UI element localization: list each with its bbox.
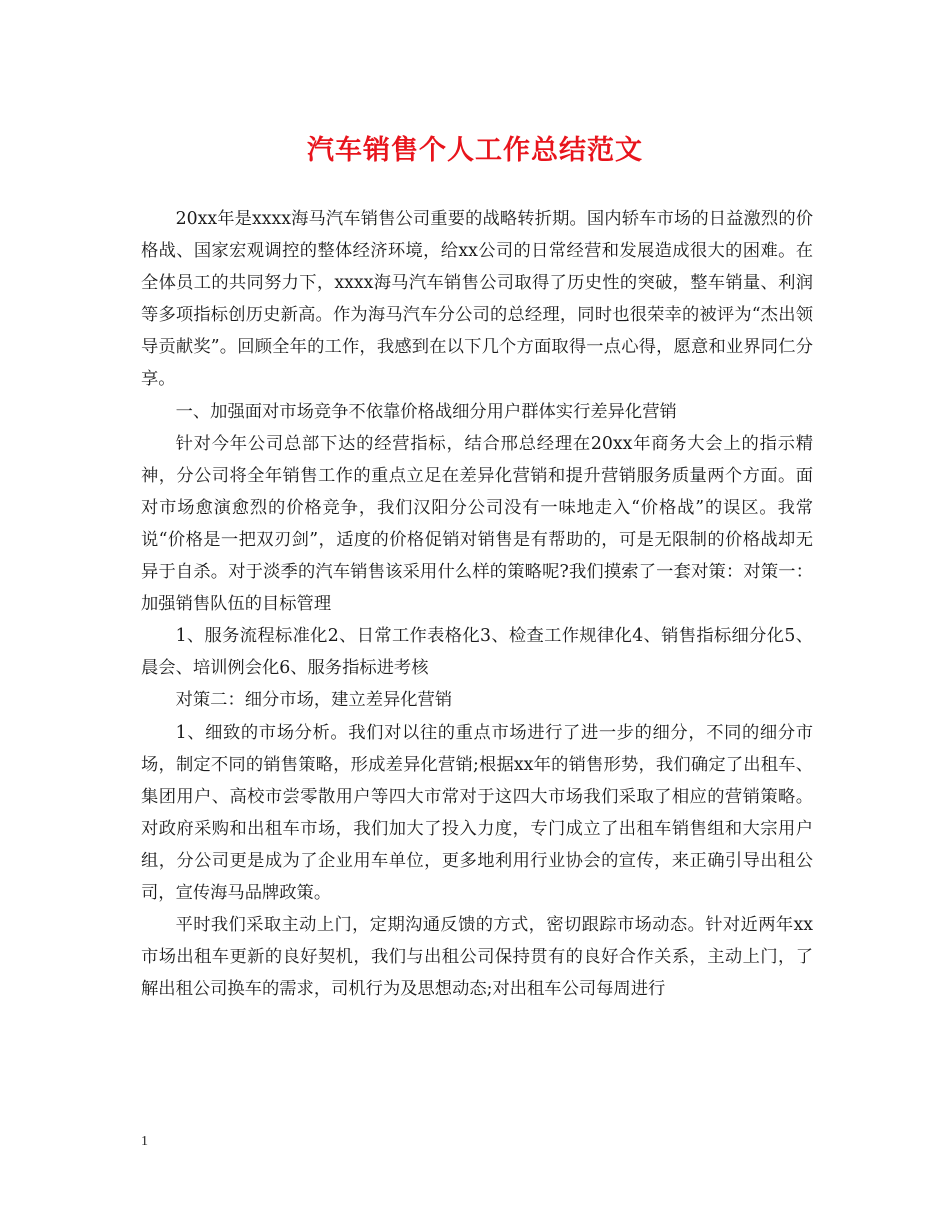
document-title: 汽车销售个人工作总结范文 — [307, 135, 643, 166]
section-heading-strategy-2: 对策二：细分市场，建立差异化营销 — [175, 690, 453, 711]
paragraph-measures-list: 1、服务流程标准化2、日常工作表格化3、检查工作规律化4、销售指标细分化5、晨会、培训例会化6、服务指标进考核 — [141, 626, 813, 679]
page-number: 1 — [141, 1134, 148, 1149]
document-body — [141, 203, 813, 1005]
section-heading-1: 一、加强面对市场竞争不依靠价格战细分用户群体实行差异化营销 — [175, 401, 677, 422]
paragraph-market-analysis: 1、细致的市场分析。我们对以往的重点市场进行了进一步的细分，不同的细分市场，制定不同的销售策略，形成差异化营销;根据xx年的销售形势，我们确定了出租车、集团用户、高校市尝零散用户等四大市常对于这四大市场我们采取了相应的营销策略。对政府采购和出租车市场，我们加大了投入力度，专门成立了出租车销售组和大宗用户组，分公司更是成为了企业用车单位，更多地利用行业协会的宣传，来正确引导出租公司，宣传海马品牌政策。 — [141, 722, 813, 903]
paragraph-strategy: 针对今年公司总部下达的经营指标，结合邢总经理在20xx年商务大会上的指示精神，分公司将全年销售工作的重点立足在差异化营销和提升营销服务质量两个方面。面对市场愈演愈烈的价格竞争，我们汉阳分公司没有一味地走入“价格战”的误区。我常说“价格是一把双刃剑”，适度的价格促销对销售是有帮助的，可是无限制的价格战却无异于自杀。对于淡季的汽车销售该采用什么样的策略呢?我们摸索了一套对策：对策一：加强销售队伍的目标管理 — [141, 433, 813, 615]
paragraph-proactive-visits: 平时我们采取主动上门，定期沟通反馈的方式，密切跟踪市场动态。针对近两年xx市场出租车更新的良好契机，我们与出租公司保持贯有的良好合作关系，主动上门，了解出租公司换车的需求，司机行为及思想动态;对出租车公司每周进行 — [141, 915, 813, 1000]
paragraph-intro: 20xx年是xxxx海马汽车销售公司重要的战略转折期。国内轿车市场的日益激烈的价格战、国家宏观调控的整体经济环境，给xx公司的日常经营和发展造成很大的困难。在全体员工的共同努力下，xxxx海马汽车销售公司取得了历史性的突破，整车销量、利润等多项指标创历史新高。作为海马汽车分公司的总经理，同时也很荣幸的被评为“杰出领导贡献奖”。回顾全年的工作，我感到在以下几个方面取得一点心得，愿意和业界同仁分享。 — [141, 209, 813, 390]
